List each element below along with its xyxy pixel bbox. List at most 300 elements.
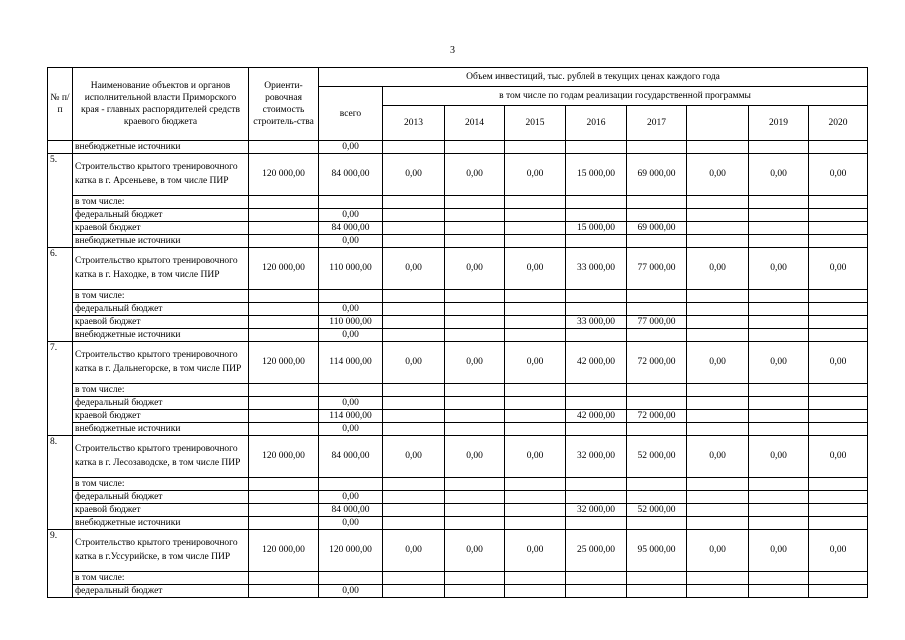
row-year-value xyxy=(749,397,809,410)
row-year-value xyxy=(627,585,687,598)
header-by-years: в том числе по годам реализации государственной программы xyxy=(383,87,868,106)
row-year-value xyxy=(383,410,445,423)
row-year-value xyxy=(445,478,505,491)
header-total: всего xyxy=(319,87,383,141)
row-year-value xyxy=(505,585,566,598)
row-total: 0,00 xyxy=(319,585,383,598)
row-year-value xyxy=(749,290,809,303)
header-name: Наименование объектов и органов исполнительной власти Приморского края - главных распорядителей средств краевого бюджета xyxy=(73,68,249,141)
row-label: федеральный бюджет xyxy=(73,585,249,598)
row-label: внебюджетные источники xyxy=(73,517,249,530)
object-year-value: 0,00 xyxy=(687,436,749,478)
row-label: внебюджетные источники xyxy=(73,329,249,342)
object-cost: 120 000,00 xyxy=(249,154,319,196)
row-year-value xyxy=(687,329,749,342)
row-year-value xyxy=(627,572,687,585)
row-year-value xyxy=(627,235,687,248)
object-year-value: 32 000,00 xyxy=(566,436,627,478)
row-year-value xyxy=(505,423,566,436)
row-year-value xyxy=(687,423,749,436)
row-year-value xyxy=(505,384,566,397)
row-year-value xyxy=(627,303,687,316)
page-number: 3 xyxy=(450,45,455,56)
object-total: 84 000,00 xyxy=(319,154,383,196)
row-label: внебюджетные источники xyxy=(73,423,249,436)
row-year-value xyxy=(627,209,687,222)
header-investment: Объем инвестиций, тыс. рублей в текущих ценах каждого года xyxy=(319,68,868,87)
row-label: краевой бюджет xyxy=(73,504,249,517)
row-total: 0,00 xyxy=(319,209,383,222)
row-year-value xyxy=(445,491,505,504)
object-year-value: 0,00 xyxy=(687,530,749,572)
row-year-value xyxy=(445,410,505,423)
row-label: краевой бюджет xyxy=(73,222,249,235)
row-total: 84 000,00 xyxy=(319,222,383,235)
row-year-value xyxy=(383,491,445,504)
row-year-value xyxy=(566,585,627,598)
row-label: в том числе: xyxy=(73,572,249,585)
object-year-value: 33 000,00 xyxy=(566,248,627,290)
object-year-value: 0,00 xyxy=(809,530,868,572)
row-year-value xyxy=(749,316,809,329)
row-year-value xyxy=(383,572,445,585)
object-year-value: 69 000,00 xyxy=(627,154,687,196)
object-total: 84 000,00 xyxy=(319,436,383,478)
table-row xyxy=(48,572,868,585)
table-row xyxy=(48,585,868,598)
row-year-value xyxy=(749,196,809,209)
row-total: 0,00 xyxy=(319,491,383,504)
row-year-value xyxy=(445,397,505,410)
row-year-value xyxy=(383,384,445,397)
row-label: федеральный бюджет xyxy=(73,209,249,222)
row-year-value: 52 000,00 xyxy=(627,504,687,517)
row-year-value xyxy=(687,478,749,491)
row-year-value xyxy=(627,397,687,410)
object-year-value: 72 000,00 xyxy=(627,342,687,384)
row-total: 0,00 xyxy=(319,141,383,154)
header-year: 2015 xyxy=(505,106,566,141)
row-year-value xyxy=(687,290,749,303)
object-year-value: 15 000,00 xyxy=(566,154,627,196)
row-label: в том числе: xyxy=(73,290,249,303)
row-cost xyxy=(249,303,319,316)
row-year-value xyxy=(687,397,749,410)
object-row xyxy=(48,248,868,290)
object-year-value: 0,00 xyxy=(809,342,868,384)
row-year-value xyxy=(687,410,749,423)
row-year-value xyxy=(566,384,627,397)
object-year-value: 25 000,00 xyxy=(566,530,627,572)
row-year-value xyxy=(505,290,566,303)
row-year-value xyxy=(749,585,809,598)
row-year-value xyxy=(566,196,627,209)
row-total: 0,00 xyxy=(319,517,383,530)
row-cost xyxy=(249,410,319,423)
object-year-value: 0,00 xyxy=(687,154,749,196)
object-name: Строительство крытого тренировочного катка в г. Находке, в том числе ПИР xyxy=(73,248,249,290)
object-row xyxy=(48,530,868,572)
row-year-value xyxy=(809,303,868,316)
row-label: внебюджетные источники xyxy=(73,235,249,248)
row-total xyxy=(319,478,383,491)
table-row xyxy=(48,316,868,329)
row-year-value xyxy=(687,316,749,329)
row-year-value xyxy=(809,478,868,491)
row-year-value xyxy=(383,478,445,491)
table-row xyxy=(48,209,868,222)
row-year-value xyxy=(505,572,566,585)
object-cost: 120 000,00 xyxy=(249,248,319,290)
row-cost xyxy=(249,478,319,491)
row-year-value xyxy=(566,517,627,530)
object-name: Строительство крытого тренировочного катка в г. Дальнегорске, в том числе ПИР xyxy=(73,342,249,384)
row-cost xyxy=(249,290,319,303)
row-year-value xyxy=(687,572,749,585)
header-year: 2019 xyxy=(749,106,809,141)
row-year-value xyxy=(505,329,566,342)
row-year-value: 72 000,00 xyxy=(627,410,687,423)
object-year-value: 0,00 xyxy=(749,530,809,572)
object-year-value: 0,00 xyxy=(749,436,809,478)
row-year-value xyxy=(445,316,505,329)
row-cost xyxy=(249,316,319,329)
row-label: федеральный бюджет xyxy=(73,397,249,410)
row-year-value xyxy=(749,423,809,436)
investment-table xyxy=(47,67,868,598)
header-year: 2014 xyxy=(445,106,505,141)
row-year-value xyxy=(445,423,505,436)
row-year-value xyxy=(505,410,566,423)
row-year-value xyxy=(687,504,749,517)
row-year-value xyxy=(687,491,749,504)
row-year-value xyxy=(809,384,868,397)
header-year: 2013 xyxy=(383,106,445,141)
row-cost xyxy=(249,209,319,222)
table-row xyxy=(48,423,868,436)
object-year-value: 0,00 xyxy=(749,248,809,290)
row-year-value xyxy=(627,384,687,397)
row-year-value: 77 000,00 xyxy=(627,316,687,329)
object-year-value: 0,00 xyxy=(383,530,445,572)
row-year-value xyxy=(749,209,809,222)
object-year-value: 0,00 xyxy=(445,248,505,290)
object-name: Строительство крытого тренировочного катка в г.Уссурийске, в том числе ПИР xyxy=(73,530,249,572)
object-year-value: 0,00 xyxy=(445,436,505,478)
row-year-value xyxy=(749,235,809,248)
row-year-value xyxy=(505,504,566,517)
row-year-value xyxy=(445,517,505,530)
row-year-value xyxy=(383,316,445,329)
table-row xyxy=(48,504,868,517)
row-year-value xyxy=(505,235,566,248)
row-year-value xyxy=(749,504,809,517)
object-number: 5. xyxy=(48,154,73,248)
row-label: федеральный бюджет xyxy=(73,491,249,504)
row-total: 0,00 xyxy=(319,329,383,342)
row-year-value xyxy=(687,517,749,530)
row-year-value xyxy=(627,478,687,491)
row-year-value xyxy=(505,478,566,491)
row-year-value xyxy=(809,491,868,504)
row-year-value xyxy=(383,196,445,209)
object-year-value: 0,00 xyxy=(749,154,809,196)
row-year-value: 33 000,00 xyxy=(566,316,627,329)
row-year-value xyxy=(383,423,445,436)
row-cost xyxy=(249,329,319,342)
row-year-value xyxy=(566,303,627,316)
row-year-value: 15 000,00 xyxy=(566,222,627,235)
row-label: краевой бюджет xyxy=(73,410,249,423)
row-total: 0,00 xyxy=(319,423,383,436)
row-year-value xyxy=(566,290,627,303)
header-year: 2020 xyxy=(809,106,868,141)
object-year-value: 0,00 xyxy=(687,342,749,384)
row-year-value xyxy=(566,235,627,248)
row-year-value xyxy=(809,209,868,222)
row-year-value xyxy=(383,303,445,316)
row-year-value xyxy=(809,222,868,235)
row-label: в том числе: xyxy=(73,478,249,491)
row-cost xyxy=(249,397,319,410)
row-year-value: 42 000,00 xyxy=(566,410,627,423)
row-total: 0,00 xyxy=(319,397,383,410)
row-cost xyxy=(249,585,319,598)
row-year-value xyxy=(809,504,868,517)
row-year-value xyxy=(505,303,566,316)
row-year-value xyxy=(445,572,505,585)
object-number: 9. xyxy=(48,530,73,598)
object-name: Строительство крытого тренировочного катка в г. Лесозаводске, в том числе ПИР xyxy=(73,436,249,478)
object-row xyxy=(48,154,868,196)
row-year-value xyxy=(383,517,445,530)
row-year-value xyxy=(566,423,627,436)
object-year-value: 0,00 xyxy=(749,342,809,384)
row-year-value xyxy=(505,196,566,209)
header-year: 2017 xyxy=(627,106,687,141)
row-cost xyxy=(249,235,319,248)
row-year-value xyxy=(445,303,505,316)
object-year-value: 0,00 xyxy=(505,530,566,572)
row-year-value xyxy=(566,478,627,491)
row-year-value xyxy=(809,329,868,342)
row-year-value xyxy=(809,517,868,530)
row-year-value xyxy=(627,517,687,530)
object-total: 110 000,00 xyxy=(319,248,383,290)
row-label: краевой бюджет xyxy=(73,316,249,329)
table-row xyxy=(48,303,868,316)
row-year-value xyxy=(445,290,505,303)
row-year-value xyxy=(383,209,445,222)
row-year-value xyxy=(687,303,749,316)
row-year-value xyxy=(809,316,868,329)
row-year-value xyxy=(749,384,809,397)
row-year-value xyxy=(505,517,566,530)
row-label: в том числе: xyxy=(73,196,249,209)
row-year-value xyxy=(445,585,505,598)
row-cost xyxy=(249,572,319,585)
table-row xyxy=(48,517,868,530)
row-year-value xyxy=(383,329,445,342)
row-year-value xyxy=(687,235,749,248)
row-year-value xyxy=(809,397,868,410)
row-label: внебюджетные источники xyxy=(73,141,249,154)
header-year xyxy=(687,106,749,141)
row-year-value: 69 000,00 xyxy=(627,222,687,235)
row-total: 0,00 xyxy=(319,235,383,248)
row-year-value xyxy=(445,384,505,397)
table-row xyxy=(48,410,868,423)
row-total xyxy=(319,572,383,585)
row-year-value xyxy=(383,222,445,235)
table-row xyxy=(48,222,868,235)
table-row xyxy=(48,491,868,504)
object-number: 7. xyxy=(48,342,73,436)
object-year-value: 0,00 xyxy=(809,248,868,290)
row-year-value xyxy=(749,478,809,491)
row-cost xyxy=(249,517,319,530)
object-cost: 120 000,00 xyxy=(249,436,319,478)
object-row xyxy=(48,342,868,384)
row-year-value xyxy=(627,290,687,303)
row-total: 84 000,00 xyxy=(319,504,383,517)
row-year-value xyxy=(505,209,566,222)
row-year-value xyxy=(749,572,809,585)
row-year-value xyxy=(627,491,687,504)
row-year-value xyxy=(445,504,505,517)
row-year-value xyxy=(749,491,809,504)
row-year-value xyxy=(687,209,749,222)
row-cost xyxy=(249,504,319,517)
row-year-value xyxy=(445,196,505,209)
row-year-value xyxy=(749,222,809,235)
row-year-value xyxy=(445,235,505,248)
object-year-value: 0,00 xyxy=(687,248,749,290)
object-year-value: 0,00 xyxy=(505,436,566,478)
row-total: 110 000,00 xyxy=(319,316,383,329)
row-year-value xyxy=(566,491,627,504)
row-year-value xyxy=(809,196,868,209)
row-year-value xyxy=(383,235,445,248)
row-year-value xyxy=(687,196,749,209)
row-year-value: 32 000,00 xyxy=(566,504,627,517)
row-year-value xyxy=(566,572,627,585)
table-row xyxy=(48,384,868,397)
object-year-value: 0,00 xyxy=(505,342,566,384)
row-year-value xyxy=(445,222,505,235)
row-year-value xyxy=(809,423,868,436)
object-name: Строительство крытого тренировочного катка в г. Арсеньеве, в том числе ПИР xyxy=(73,154,249,196)
row-cost xyxy=(249,491,319,504)
row-cost xyxy=(249,384,319,397)
row-year-value xyxy=(383,290,445,303)
object-cost: 120 000,00 xyxy=(249,530,319,572)
object-number: 8. xyxy=(48,436,73,530)
row-total: 114 000,00 xyxy=(319,410,383,423)
row-year-value xyxy=(809,572,868,585)
row-year-value xyxy=(505,316,566,329)
row-year-value xyxy=(687,222,749,235)
row-year-value xyxy=(445,209,505,222)
object-year-value: 0,00 xyxy=(445,342,505,384)
object-total: 120 000,00 xyxy=(319,530,383,572)
object-year-value: 52 000,00 xyxy=(627,436,687,478)
table-row xyxy=(48,290,868,303)
object-year-value: 0,00 xyxy=(383,436,445,478)
table-row xyxy=(48,235,868,248)
row-year-value xyxy=(566,397,627,410)
row-year-value xyxy=(749,329,809,342)
row-year-value xyxy=(687,384,749,397)
row-year-value xyxy=(505,491,566,504)
object-year-value: 0,00 xyxy=(383,154,445,196)
row-cost xyxy=(249,423,319,436)
object-year-value: 0,00 xyxy=(505,248,566,290)
row-total xyxy=(319,196,383,209)
row-year-value xyxy=(627,329,687,342)
row-year-value xyxy=(505,397,566,410)
row-year-value xyxy=(383,397,445,410)
row-year-value xyxy=(749,410,809,423)
row-year-value xyxy=(809,290,868,303)
row-year-value xyxy=(383,504,445,517)
row-year-value xyxy=(809,410,868,423)
table-row xyxy=(48,196,868,209)
object-row xyxy=(48,436,868,478)
object-year-value: 77 000,00 xyxy=(627,248,687,290)
object-year-value: 0,00 xyxy=(383,342,445,384)
row-total: 0,00 xyxy=(319,303,383,316)
object-year-value: 0,00 xyxy=(383,248,445,290)
row-cost xyxy=(249,196,319,209)
table-row xyxy=(48,329,868,342)
object-year-value: 0,00 xyxy=(809,154,868,196)
object-year-value: 0,00 xyxy=(809,436,868,478)
row-year-value xyxy=(445,329,505,342)
row-year-value xyxy=(383,585,445,598)
row-year-value xyxy=(749,303,809,316)
object-number: 6. xyxy=(48,248,73,342)
row-year-value xyxy=(627,423,687,436)
row-cost xyxy=(249,222,319,235)
header-year: 2016 xyxy=(566,106,627,141)
object-year-value: 0,00 xyxy=(445,154,505,196)
table-row xyxy=(48,478,868,491)
row-label: в том числе: xyxy=(73,384,249,397)
row-year-value xyxy=(687,585,749,598)
object-total: 114 000,00 xyxy=(319,342,383,384)
header-cost: Ориенти-ровочная стоимость строитель-ства xyxy=(249,68,319,141)
row-year-value xyxy=(566,209,627,222)
row-label: федеральный бюджет xyxy=(73,303,249,316)
row-year-value xyxy=(809,585,868,598)
row-year-value xyxy=(566,329,627,342)
table-row xyxy=(48,141,868,154)
row-total xyxy=(319,384,383,397)
table-row xyxy=(48,397,868,410)
row-year-value xyxy=(749,517,809,530)
object-year-value: 95 000,00 xyxy=(627,530,687,572)
object-year-value: 0,00 xyxy=(505,154,566,196)
object-year-value: 42 000,00 xyxy=(566,342,627,384)
row-total xyxy=(319,290,383,303)
object-year-value: 0,00 xyxy=(445,530,505,572)
row-year-value xyxy=(627,196,687,209)
row-year-value xyxy=(505,222,566,235)
row-year-value xyxy=(809,235,868,248)
object-cost: 120 000,00 xyxy=(249,342,319,384)
header-no: № п/п xyxy=(48,68,73,141)
